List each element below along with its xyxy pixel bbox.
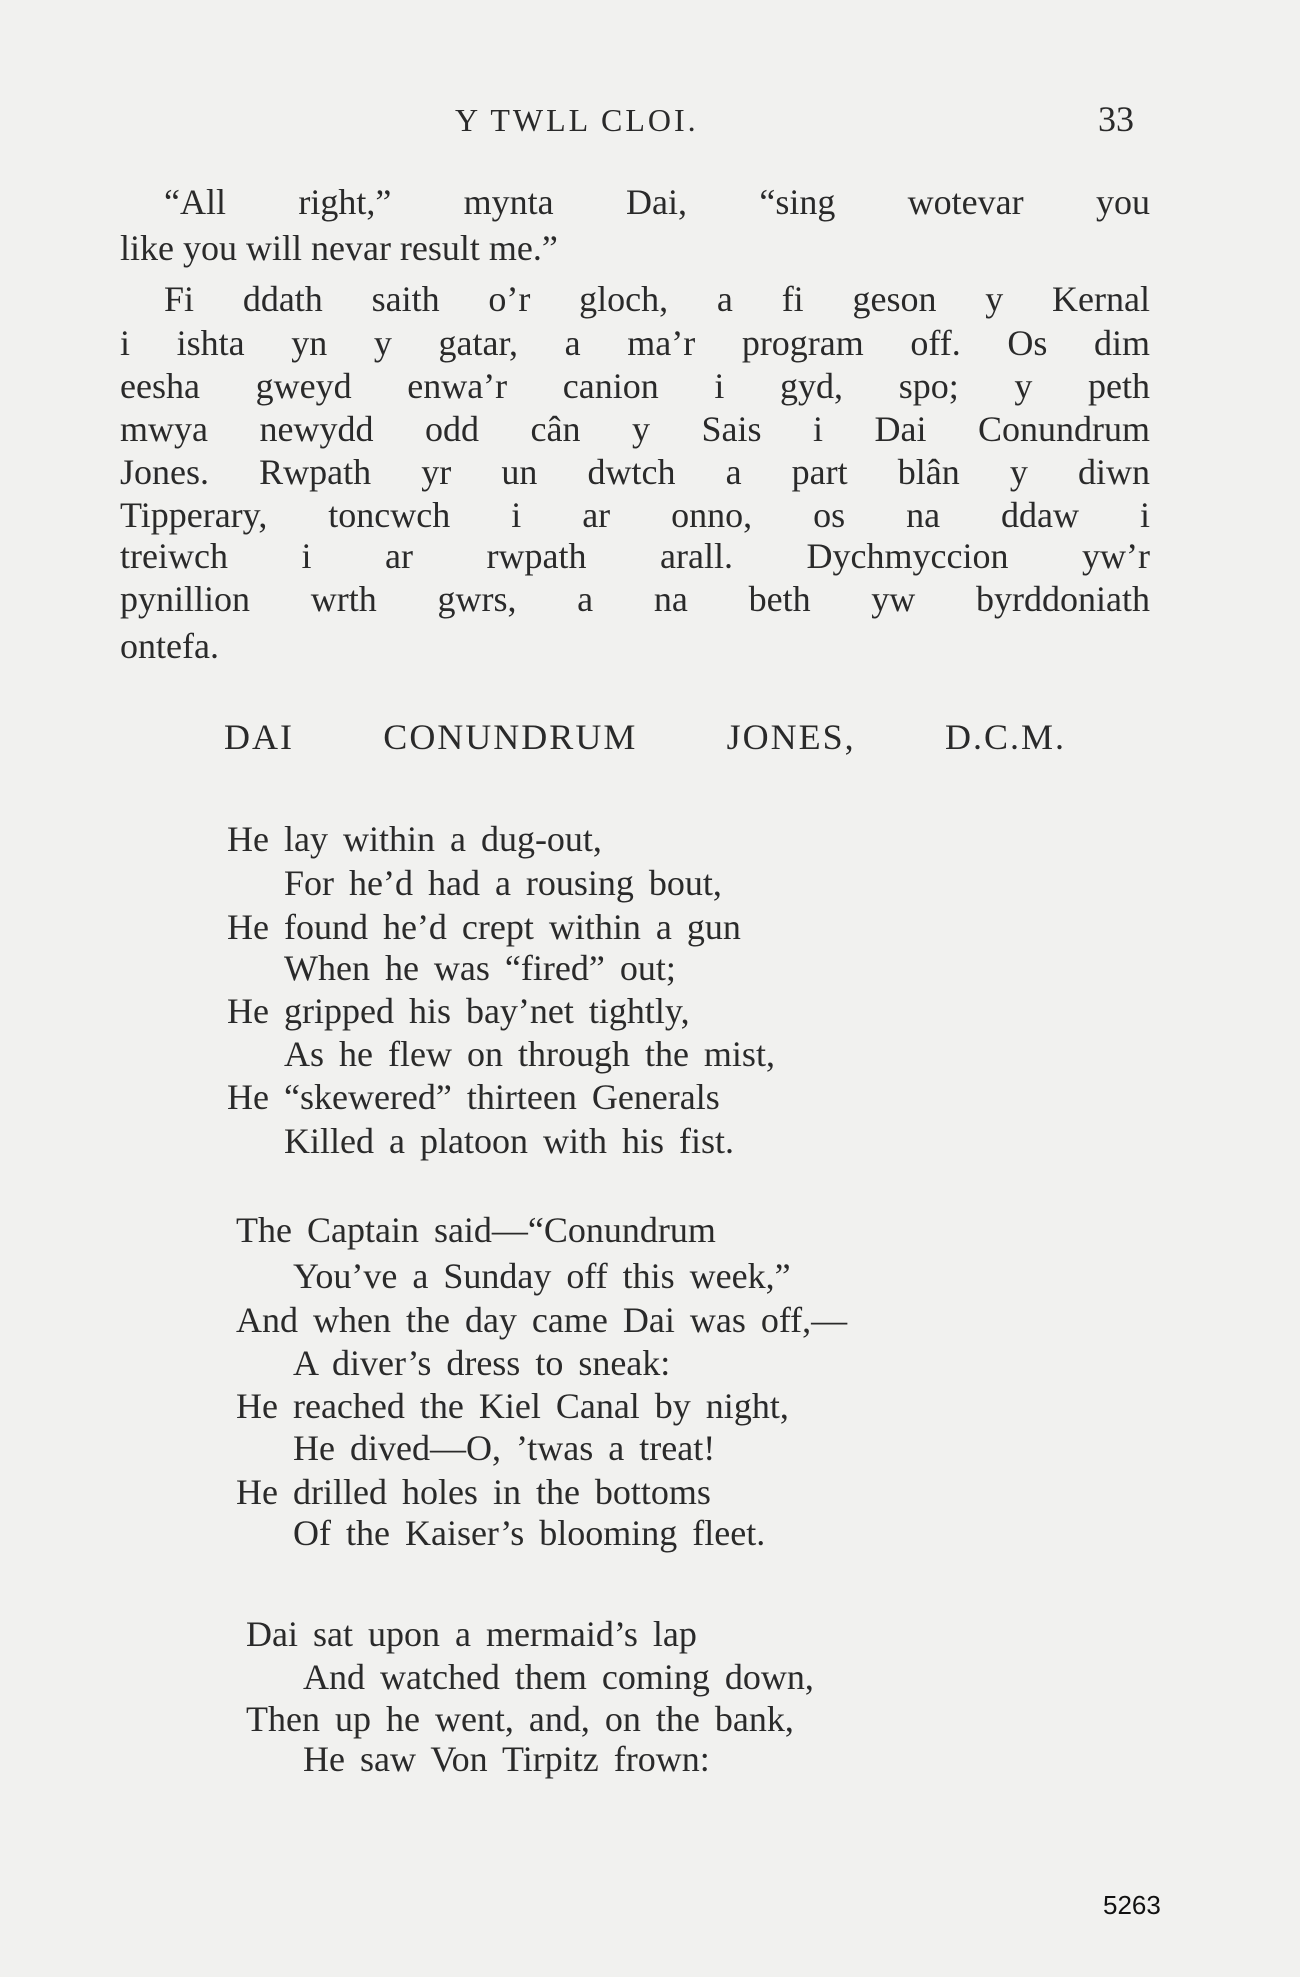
poem-line: Killed a platoon with his fist. <box>284 1121 734 1161</box>
poem-line: He reached the Kiel Canal by night, <box>236 1386 789 1426</box>
poem-line: Then up he went, and, on the bank, <box>246 1699 794 1739</box>
poem-line: He gripped his bay’net tightly, <box>227 991 690 1031</box>
poem-line: He lay within a dug-out, <box>227 819 602 859</box>
poem-line: And watched them coming down, <box>303 1657 814 1697</box>
prose-line: mwya newydd odd cân y Sais i Dai Conundrum <box>120 409 1150 449</box>
prose-line: treiwch i ar rwpath arall. Dychmyccion yw’r <box>120 536 1150 576</box>
poem-line: When he was “fired” out; <box>284 948 676 988</box>
prose-line: like you will nevar result me.” <box>120 228 558 268</box>
prose-line: Tipperary, toncwch i ar onno, os na ddaw i <box>120 495 1150 535</box>
poem-line: He drilled holes in the bottoms <box>236 1472 711 1512</box>
poem-line: A diver’s dress to sneak: <box>293 1343 671 1383</box>
prose-line: “All right,” mynta Dai, “sing wotevar you <box>164 182 1150 222</box>
poem-line: He found he’d crept within a gun <box>227 907 741 947</box>
poem-line: He dived—O, ’twas a treat! <box>293 1428 716 1468</box>
page-number: 33 <box>1098 99 1134 139</box>
poem-line: He saw Von Tirpitz frown: <box>303 1739 710 1779</box>
running-title: Y TWLL CLOI. <box>455 102 699 138</box>
poem-line: As he flew on through the mist, <box>284 1034 775 1074</box>
poem-line: For he’d had a rousing bout, <box>284 863 722 903</box>
poem-line: And when the day came Dai was off,— <box>236 1300 848 1340</box>
poem-line: Dai sat upon a mermaid’s lap <box>246 1614 697 1654</box>
prose-line: eesha gweyd enwa’r canion i gyd, spo; y peth <box>120 366 1150 406</box>
prose-line: pynillion wrth gwrs, a na beth yw byrddoniath <box>120 579 1150 619</box>
prose-line: Jones. Rwpath yr un dwtch a part blân y diwn <box>120 452 1150 492</box>
archive-number: 5263 <box>1103 1890 1161 1920</box>
prose-line: i ishta yn y gatar, a ma’r program off. Os dim <box>120 323 1150 363</box>
poem-line: Of the Kaiser’s blooming fleet. <box>293 1513 766 1553</box>
prose-line: Fi ddath saith o’r gloch, a fi geson y Kernal <box>164 279 1150 319</box>
poem-line: The Captain said—“Conundrum <box>236 1210 716 1250</box>
poem-line: You’ve a Sunday off this week,” <box>293 1256 791 1296</box>
prose-line: ontefa. <box>120 626 219 666</box>
poem-line: He “skewered” thirteen Generals <box>227 1077 720 1117</box>
poem-title: DAI CONUNDRUM JONES, D.C.M. <box>224 717 1066 757</box>
